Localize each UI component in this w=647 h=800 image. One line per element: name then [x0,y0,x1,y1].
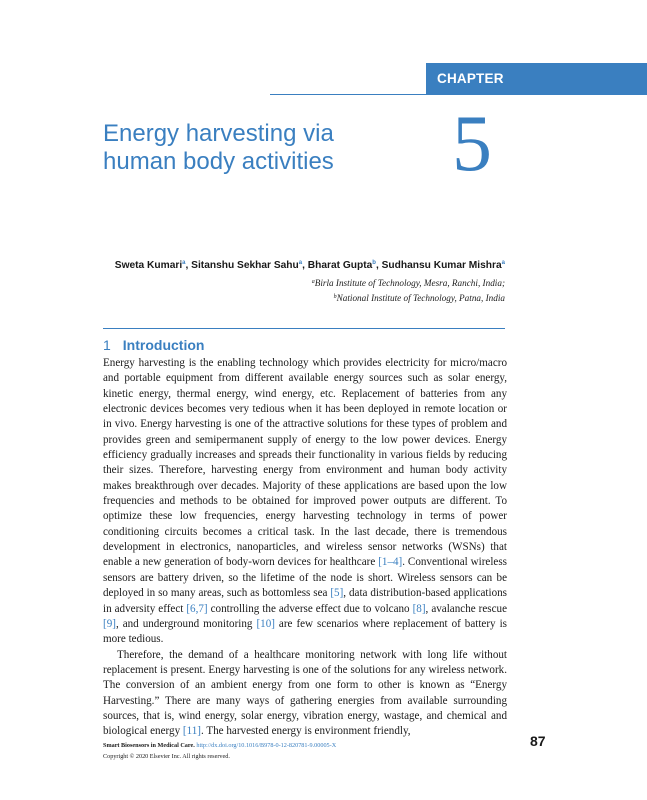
paragraph-text: , and underground monitoring [115,617,257,630]
citation-link[interactable]: [8] [412,602,426,615]
body-text [103,356,507,740]
chapter-title-line-2: human body activities [103,148,334,175]
author-name: Sweta Kumari [114,260,183,271]
paragraph-text: . The harvested energy is environment friendly, [200,725,411,738]
section-title: Introduction [122,337,205,353]
paragraph-text: . Conventional wireless sensors are battery driven, so the lifetime of the node is short. Wireless sensors can be deployed in so many areas, such as bottomless sea [103,556,507,600]
paragraph [103,356,507,648]
affiliation-text: Birla Institute of Technology, Mesra, Ranchi, India; [314,278,505,288]
page-number: 87 [530,733,546,749]
paragraph-text: Therefore, the demand of a healthcare monitoring network with long life without replacement is present. Energy harvesting is one of the solutions for any wireless network. The conversion of an ambient energy from one form to other is known as “Energy Harvesting.” There are many ways of gathering energies from available surrounding sources, that is, wind energy, solar energy, vibration energy, wastage, and chemical and biological energy [103,648,507,738]
chapter-number: 5 [452,100,492,188]
author-name: Sitanshu Sekhar Sahu [191,260,299,271]
chapter-title [103,120,433,176]
paragraph [103,648,507,740]
citation-link[interactable]: [1–4] [378,556,403,569]
chapter-title-line-1: Energy harvesting via [103,120,334,147]
citation-link[interactable]: [11] [182,725,201,738]
section-rule [103,328,505,329]
footer-citation [103,740,336,762]
citation-link[interactable]: [9] [103,617,116,630]
section-heading [103,337,204,355]
citation-link[interactable]: [10] [256,617,275,630]
citation-link[interactable]: [5] [330,587,344,600]
affiliation-mark: a [311,279,315,285]
paragraph-text: are few scenarios where replacement of battery is more tedious. [103,617,507,646]
paragraph-text: , avalanche rescue [425,602,508,615]
author-affiliation-mark: a [501,260,505,266]
author-list: Sweta Kumari$^a$, Sitanshu Sekhar Sahu$^a$, Bharat Gupta$^b$, Sudhansu Kumar Mishra$^a$ [114,260,505,271]
paragraph-text: Energy harvesting is the enabling technology which provides electricity for micro/macro and portable equipment from different available energy sources such as solar energy, kinetic energy, thermal energy, wind energy, etc. Replacement of batteries from any electronic devices becomes very tedious when it has been deployed in remote location or in vivo. Energy harvesting is one of the attractive solutions for these types of problem and provides green and semipermanent supply of energy to the low power devices. Energy efficiency gradually increases and spreads their functionality in various fields by reducing their sizes. Therefore, harvesting energy from environment and human body activity makes breakthrough over decades. Majority of these applications are based upon the low frequencies and methods to be obtained for improved power outputs are different. To optimize these low frequencies, energy harvesting technology in terms of power conditioning circuits becomes a critical task. In the last decade, there is tremendous development in electronics, nanoparticles, and wireless sensor networks (WSNs) that enable a new generation of body-worn devices for healthcare [103,357,507,569]
paragraph-text: controlling the adverse effect due to volcano [207,602,413,615]
section-number: 1 [103,337,111,353]
footer-copyright: Copyright © 2020 Elsevier Inc. All rights reserved. [103,753,230,760]
affiliation-mark: b [333,294,337,300]
affiliation-text: National Institute of Technology, Patna, India [336,293,505,303]
author-name: Bharat Gupta [307,260,373,271]
footer-doi-link[interactable]: http://dx.doi.org/10.1016/B978-0-12-820781-9.00005-X [196,742,337,749]
paragraph-text: , data distribution-based applications in adversity effect [103,587,507,615]
footer-source: Smart Biosensors in Medical Care. [103,742,195,749]
chapter-label: CHAPTER [426,63,647,94]
author-name: Sudhansu Kumar Mishra [381,260,502,271]
author-affiliation-mark: a [182,260,186,266]
citation-link[interactable]: [6,7] [186,602,208,615]
affiliation [312,278,505,288]
affiliation [334,293,505,303]
author-affiliation-mark: a [298,260,303,266]
author-affiliation-mark: b [372,260,376,266]
chapter-rule [270,94,647,95]
